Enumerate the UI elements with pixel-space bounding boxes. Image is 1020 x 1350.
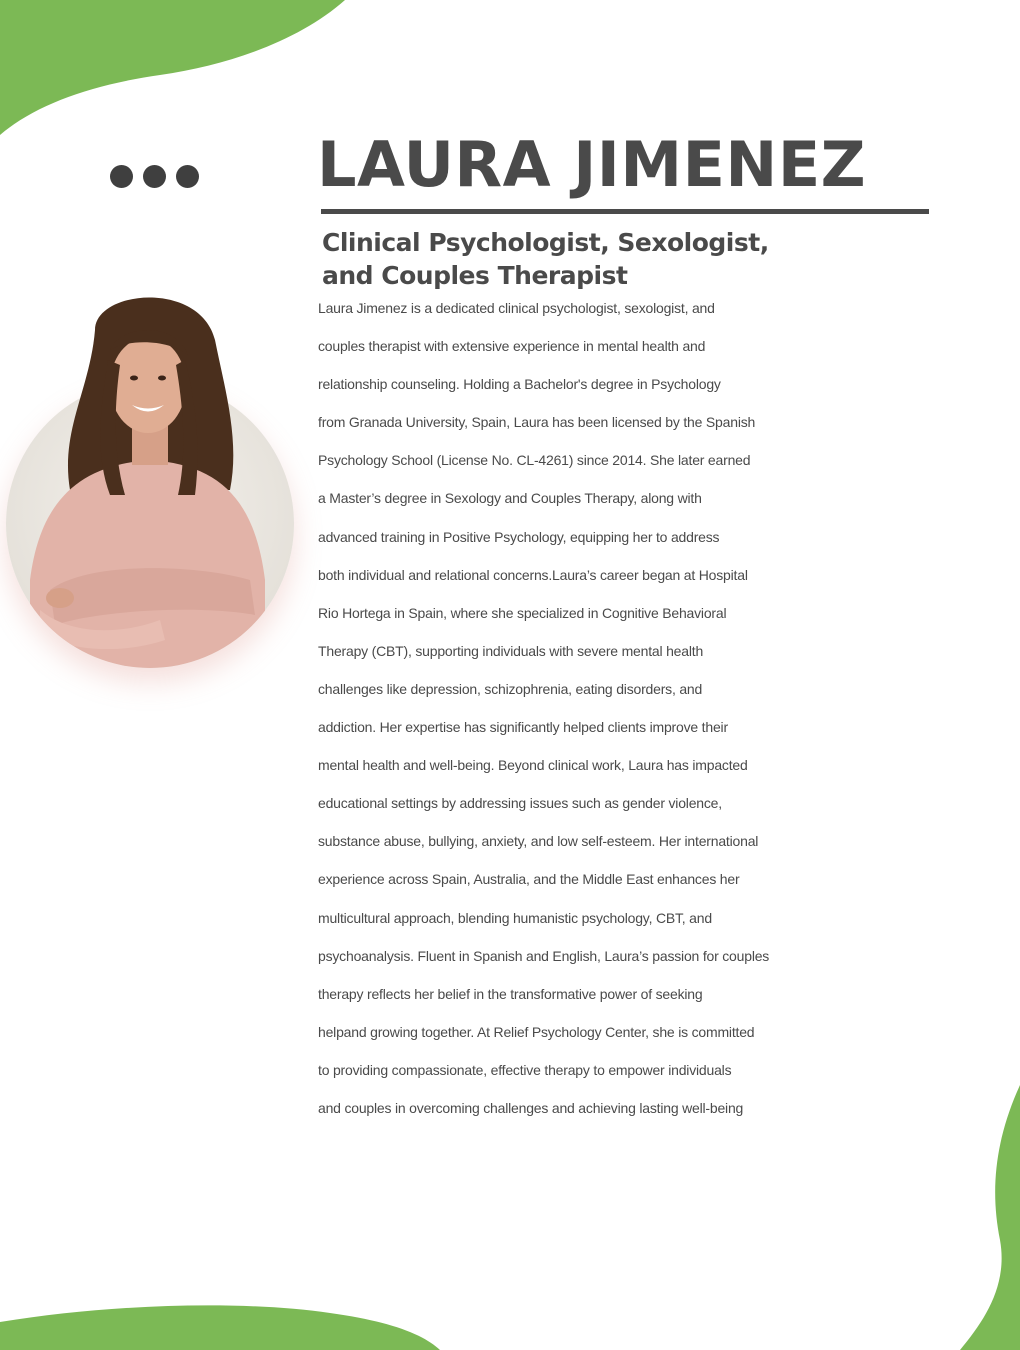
profile-title-line: and Couples Therapist (322, 261, 628, 290)
face (110, 337, 186, 433)
bio-line: to providing compassionate, effective therapy to empower individuals (318, 1061, 732, 1078)
bio-line: Rio Hortega in Spain, where she specialized in Cognitive Behavioral (318, 604, 727, 621)
bio-line: and couples in overcoming challenges and achieving lasting well-being (318, 1099, 744, 1116)
bio-line: relationship counseling. Holding a Bachelor's degree in Psychology (318, 376, 721, 393)
bio-line: addiction. Her expertise has significantly helped clients improve their (318, 719, 728, 736)
profile-title (322, 226, 769, 292)
bottom-green-wave (0, 1305, 440, 1350)
title-underline (321, 209, 929, 214)
bio-line: mental health and well-being. Beyond clinical work, Laura has impacted (318, 757, 748, 774)
bio-line: educational settings by addressing issues such as gender violence, (318, 795, 722, 812)
bio-line: substance abuse, bullying, anxiety, and low self-esteem. Her international (318, 833, 759, 850)
top-left-green-wave (0, 0, 345, 135)
profile-title-line: Clinical Psychologist, Sexologist, (322, 228, 769, 257)
bio-line: multicultural approach, blending humanistic psychology, CBT, and (318, 909, 712, 926)
bio-line: from Granada University, Spain, Laura has been licensed by the Spanish (318, 414, 756, 431)
bio-line: advanced training in Positive Psychology, equipping her to address (318, 528, 720, 545)
dot (176, 165, 199, 188)
bio-line: helpand growing together. At Relief Psychology Center, she is committed (318, 1023, 755, 1040)
dot (110, 165, 133, 188)
more-dots-icon (110, 165, 199, 188)
bio-line: a Master’s degree in Sexology and Couples Therapy, along with (318, 490, 702, 507)
bio-line: Therapy (CBT), supporting individuals with severe mental health (318, 642, 704, 659)
dot (143, 165, 166, 188)
profile-name: LAURA JIMENEZ (317, 128, 867, 201)
bio-line: experience across Spain, Australia, and the Middle East enhances her (318, 871, 740, 888)
bio-line: challenges like depression, schizophrenia, eating disorders, and (318, 680, 703, 697)
bio-line: both individual and relational concerns.Laura’s career began at Hospital (318, 566, 748, 583)
bio-paragraph (318, 289, 983, 1127)
bio-line: therapy reflects her belief in the transformative power of seeking (318, 985, 703, 1002)
bio-line: couples therapist with extensive experience in mental health and (318, 338, 706, 355)
bio-line: Laura Jimenez is a dedicated clinical psychologist, sexologist, and (318, 300, 715, 316)
bio-line: Psychology School (License No. CL-4261) since 2014. She later earned (318, 452, 751, 469)
profile-photo (0, 280, 300, 680)
bio-line: psychoanalysis. Fluent in Spanish and English, Laura’s passion for couples (318, 947, 770, 964)
